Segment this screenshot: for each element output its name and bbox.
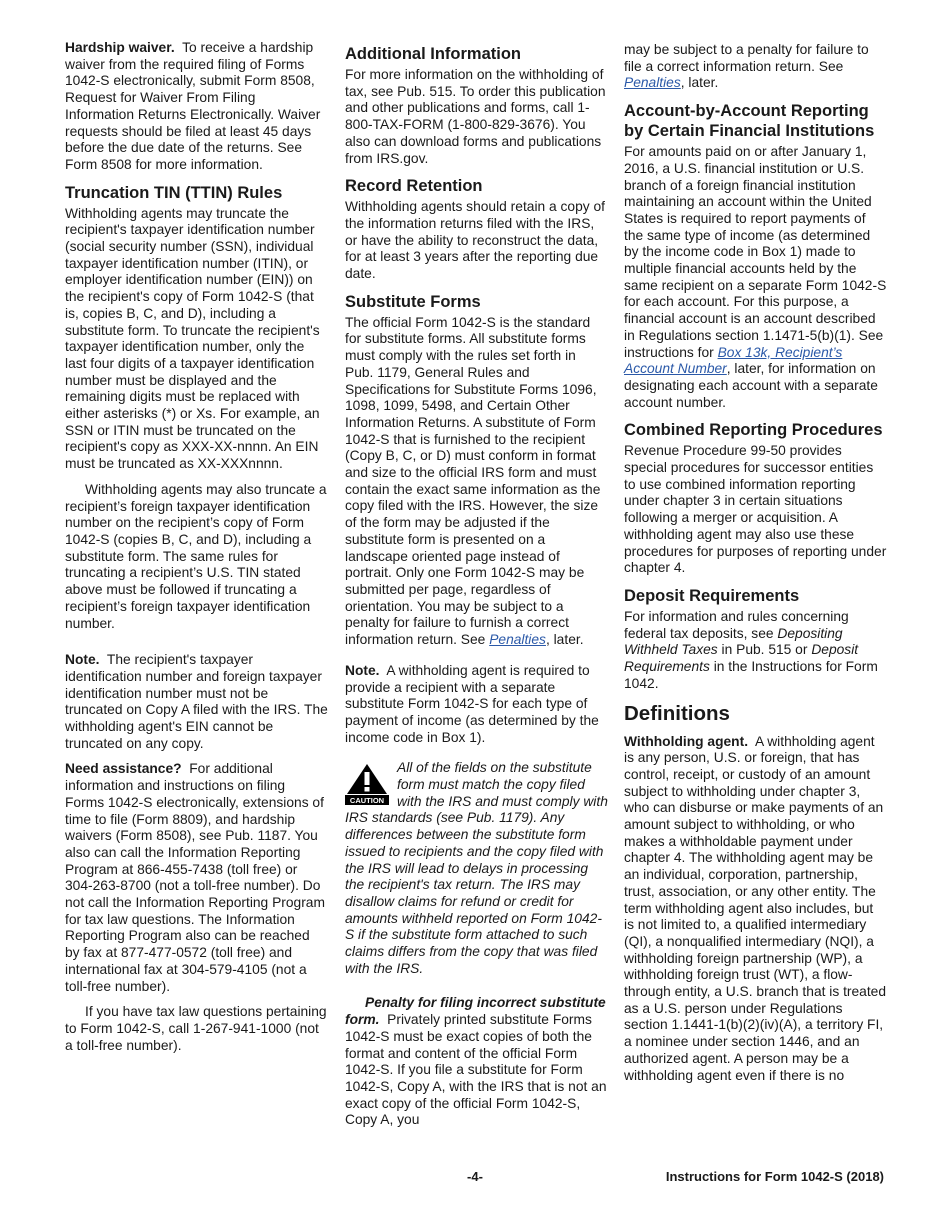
penalty-body: Privately printed substitute Forms 1042-S must be exact copies of both the format and content of the official Form 1042-S. If you file a substitute for Form 1042-S, Copy A, with the IRS that is not an exact copy of the official Form 1042-S, Copy A, you: [345, 1012, 607, 1128]
continued-after: , later.: [680, 75, 719, 91]
penalty-title: Penalty for filing incorrect substitute form.: [345, 995, 606, 1028]
note-title: Note.: [345, 662, 380, 678]
withholding-agent-paragraph: [624, 734, 887, 1085]
caution-icon: [345, 762, 389, 806]
account-reporting-body: For amounts paid on or after January 1, 2016, a U.S. financial institution or U.S. branch of a foreign financial institution maintaining an account within the United States is required to report payments of the same type of income (as determined by the income code in Box 1) made to multiple financial accounts held by the same recipient on a separate Form 1042-S for each account. For this purpose, a financial account is an account described in Regulations section 1.1471-5(b)(1). See instructions for: [624, 144, 887, 360]
hardship-body: To receive a hardship waiver from the required filing of Forms 1042-S electronically, submit Form 8508, Request for Waiver From Filing Information Returns Electronically. Waiver requests should be filed at least 45 days before the due date of the returns. See Form 8508 for more information.: [65, 40, 321, 172]
substitute-forms-paragraph: [345, 315, 608, 649]
assistance-paragraph: [65, 761, 328, 995]
record-retention-body: Withholding agents should retain a copy of the information returns filed with the IRS, or have the ability to reconstruct the data, for at least 3 years after the reporting due date.: [345, 199, 606, 282]
assistance-body: For additional information and instructions on filing Forms 1042-S electronically, extensions of time to file (Form 8809), and hardship waivers (Form 8508), see Pub. 1187. You also can call the Information Reporting Program at 866-455-7438 (toll free) or 304-263-8700 (not a toll-free number). Do not call the Information Reporting Program for tax law questions. The Information Reporting Program also can be reached by fax at 877-477-0572 (toll free) and international fax at 304-579-4105 (not a toll-free number).: [65, 761, 325, 994]
note-paragraph: [345, 663, 608, 747]
caution-label: CAUTION: [349, 796, 385, 806]
deposit-mid: in Pub. 515 or: [721, 642, 808, 658]
withholding-agent-title: Withholding agent.: [624, 733, 749, 749]
substitute-forms-body: The official Form 1042-S is the standard for substitute forms. All substitute forms must comply with the rules set forth in Pub. 1179, General Rules and Specifications for Substitute Forms 1096, 1098, 1099, 5498, and Certain Other Information Returns. A substitute of Form 1042-S that is furnished to the recipient (Copy B, C, or D) must conform in format and size to the official IRS form and must contain the exact same information as the copy filed with the IRS. However, the size of the form may be adjusted if the substitute form is presented on a landscape oriented page instead of portrait. Only one Form 1042-S may be submitted per page, regardless of orientation. You may be subject to a penalty for failure to furnish a correct information return. See: [345, 314, 601, 648]
account-reporting-heading: Account-by-Account Reporting by Certain Financial Institutions: [624, 102, 875, 141]
deposit-italic-1: Depositing Withheld Taxes: [624, 625, 843, 658]
account-reporting-paragraph: [624, 144, 887, 411]
penalty-paragraph: [345, 995, 608, 1129]
caution-body: All of the fields on the substitute form must match the copy filed with the IRS and must comply with IRS standards (see Pub. 1179). Any differences between the substitute form issued to recipients and the copy filed with the IRS will lead to delays in processing the recipient's tax return. The IRS may disallow claims for refund or credit for amounts withheld reported on Form 1042-S if the substitute form attached to such claims differs from the copy that was filed with the IRS.: [345, 760, 608, 976]
ttin-paragraph-1: Withholding agents may truncate the recipient's taxpayer identification number (social security number (SSN), individual taxpayer identification number (ITIN), or employer identification number (EIN)) on the recipient's copy of Form 1042-S (that is, copies B, C, and D), including a substitute form. To truncate the recipient's taxpayer identification number, only the last four digits of a taxpayer identification number must be displayed and the remaining digits must be replaced with either asterisks (*) or Xs. For example, an SSN or ITIN must be truncated on the recipient's copy as XXX-XX-nnnn. An EIN must be truncated as XX-XXXnnnn.: [65, 205, 320, 472]
assistance-title: Need assistance?: [65, 761, 182, 777]
note-paragraph: [65, 652, 328, 752]
record-retention-heading: Record Retention: [345, 177, 483, 196]
penalties-link[interactable]: Penalties: [624, 75, 681, 91]
withholding-agent-body: A withholding agent is any person, U.S. or foreign, that has control, receipt, or custody of an amount subject to withholding under chapter 3, who can disburse or make payments of an amount subject to withholding, or who makes a withholdable payment under chapter 4. The withholding agent may be an individual, corporation, partnership, trust, association, or any other entity. The term withholding agent also includes, but is not limited to, a qualified intermediary (QI), a nonqualified intermediary (NQI), a withholding foreign partnership (WP), a withholding foreign trust (WT), a flow-through entity, a U.S. branch that is treated as a U.S. person under Regulations section 1.1441-1(b)(2)(iv)(A), a territory FI, a nominee under section 1446, and an authorized agent. A person may be a withholding agent even if there is no: [624, 733, 887, 1083]
caution-block: [345, 760, 608, 977]
combined-reporting-heading: Combined Reporting Procedures: [624, 421, 883, 440]
ttin-paragraph-2: Withholding agents may also truncate a recipient’s foreign taxpayer identification number on the recipient’s copy of Form 1042-S (copies B, C, and D), including a substitute form. The same rules for truncating a recipient’s U.S. TIN stated above must be followed if truncating a recipient’s foreign taxpayer identification number.: [65, 481, 327, 631]
note-title: Note.: [65, 652, 100, 668]
page-number: -4-: [467, 1169, 483, 1184]
deposit-requirements-heading: Deposit Requirements: [624, 586, 800, 605]
column-right: [624, 42, 887, 1093]
account-reporting-after: , later, for information on designating each account with a separate account number.: [624, 361, 878, 410]
continued-body: may be subject to a penalty for failure to file a correct information return. See: [624, 42, 869, 74]
continued-paragraph: [624, 42, 887, 92]
substitute-forms-heading: Substitute Forms: [345, 292, 481, 311]
deposit-italic-2: Deposit Requirements: [624, 642, 859, 675]
ttin-heading: Truncation TIN (TTIN) Rules: [65, 183, 283, 202]
definitions-heading: Definitions: [624, 701, 730, 725]
column-middle: [345, 40, 608, 1138]
hardship-title: Hardship waiver.: [65, 40, 175, 55]
deposit-before: For information and rules concerning federal tax deposits, see: [624, 608, 849, 641]
additional-info-heading: Additional Information: [345, 45, 521, 63]
combined-reporting-body: Revenue Procedure 99-50 provides special procedures for successor entities to use combined information reporting under chapter 3 in certain situations following a merger or acquisition. A withholding agent may also use these procedures for purposes of reporting under chapter 4.: [624, 443, 887, 576]
deposit-after: in the Instructions for Form 1042.: [624, 659, 878, 691]
tax-questions-paragraph: If you have tax law questions pertaining to Form 1042-S, call 1-267-941-1000 (not a toll-free number).: [65, 1004, 327, 1053]
note-body: A withholding agent is required to provide a recipient with a separate substitute Form 1042-S for each type of payment of income (as determined by the income code in Box 1).: [345, 662, 599, 745]
box-13k-link[interactable]: Box 13k, Recipient’s Account Number: [624, 344, 843, 377]
penalties-link[interactable]: Penalties: [489, 632, 546, 648]
document-title: Instructions for Form 1042-S (2018): [665, 1169, 884, 1184]
additional-info-body: For more information on the withholding of tax, see Pub. 515. To order this publication and other publications and forms, call 1-800-TAX-FORM (1-800-829-3676). You also can download forms and publications from IRS.gov.: [345, 67, 606, 166]
column-left: [65, 40, 328, 1063]
hardship-paragraph: [65, 40, 328, 174]
substitute-forms-after: , later.: [545, 632, 584, 648]
note-body: The recipient's taxpayer identification number and foreign taxpayer identification number must not be truncated on Copy A filed with the IRS. The withholding agent's EIN cannot be truncated on any copy.: [65, 652, 328, 751]
deposit-requirements-paragraph: [624, 609, 887, 693]
